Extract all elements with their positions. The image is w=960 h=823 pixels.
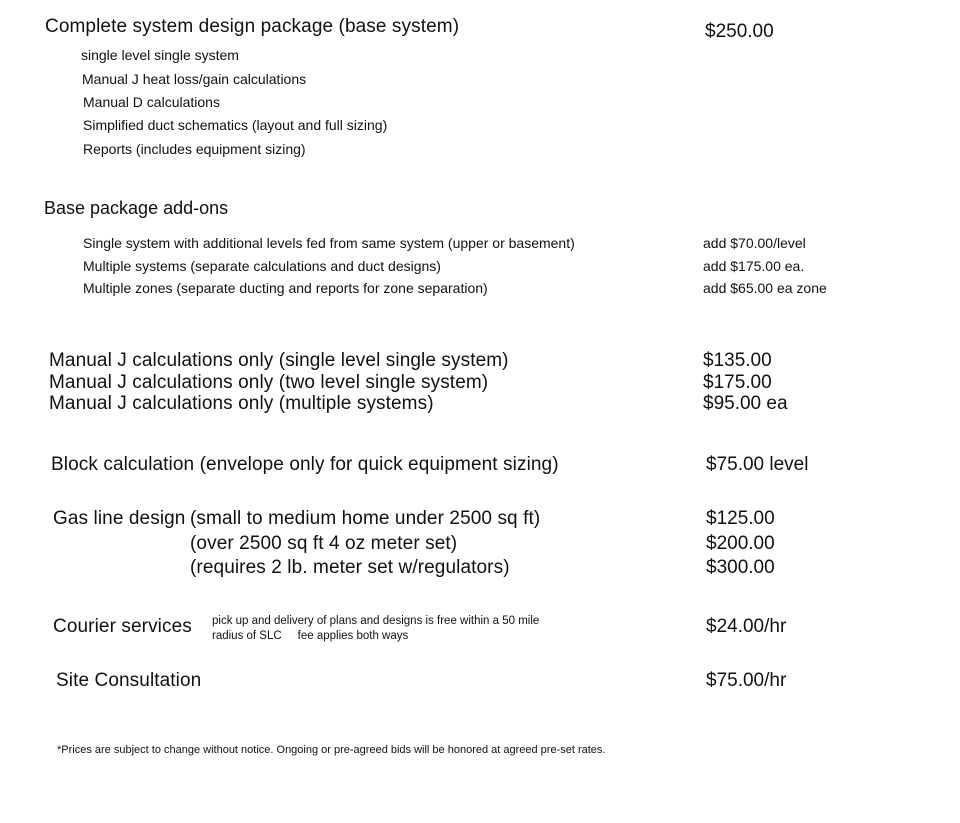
- base-package-title: Complete system design package (base system): [45, 16, 460, 37]
- addon-item-price: add $70.00/level: [703, 235, 806, 251]
- courier-note-line2: radius of SLC fee applies both ways: [212, 630, 409, 642]
- footnote: *Prices are subject to change without notice. Ongoing or pre-agreed bids will be honored at agreed pre-set rates.: [57, 744, 606, 756]
- gas-line-option-label: (over 2500 sq ft 4 oz meter set): [190, 533, 458, 554]
- manual-j-item-label: Manual J calculations only (single level single system): [49, 350, 509, 371]
- block-calc-price: $75.00 level: [706, 454, 809, 475]
- manual-j-item-price: $135.00: [703, 350, 772, 371]
- gas-line-option-price: $125.00: [706, 508, 775, 529]
- gas-line-title: Gas line design: [53, 508, 186, 529]
- base-include-item: single level single system: [81, 47, 239, 63]
- addon-item-label: Multiple systems (separate calculations and duct designs): [83, 258, 441, 274]
- gas-line-option-label: (small to medium home under 2500 sq ft): [190, 508, 541, 529]
- gas-line-option-price: $300.00: [706, 557, 775, 578]
- addon-item-price: add $175.00 ea.: [703, 258, 805, 274]
- site-consultation-title: Site Consultation: [56, 670, 202, 691]
- addon-item-label: Multiple zones (separate ducting and reports for zone separation): [83, 280, 488, 296]
- manual-j-item-label: Manual J calculations only (multiple systems): [49, 393, 434, 414]
- base-include-item: Manual J heat loss/gain calculations: [82, 71, 307, 87]
- addons-title: Base package add-ons: [44, 198, 229, 218]
- gas-line-option-label: (requires 2 lb. meter set w/regulators): [190, 557, 510, 578]
- gas-line-option-price: $200.00: [706, 533, 775, 554]
- site-consultation-price: $75.00/hr: [706, 670, 787, 691]
- courier-note-line1: pick up and delivery of plans and designs is free within a 50 mile: [212, 615, 540, 627]
- manual-j-item-label: Manual J calculations only (two level single system): [49, 372, 489, 393]
- base-package-price: $250.00: [705, 21, 774, 42]
- base-include-item: Simplified duct schematics (layout and full sizing): [83, 117, 388, 133]
- manual-j-item-price: $175.00: [703, 372, 772, 393]
- base-include-item: Reports (includes equipment sizing): [83, 141, 306, 157]
- base-include-item: Manual D calculations: [83, 94, 220, 110]
- addon-item-label: Single system with additional levels fed from same system (upper or basement): [83, 235, 575, 251]
- addon-item-price: add $65.00 ea zone: [703, 280, 827, 296]
- manual-j-item-price: $95.00 ea: [703, 393, 788, 414]
- block-calc-label: Block calculation (envelope only for quick equipment sizing): [51, 454, 559, 475]
- courier-title: Courier services: [53, 616, 192, 637]
- courier-price: $24.00/hr: [706, 616, 787, 637]
